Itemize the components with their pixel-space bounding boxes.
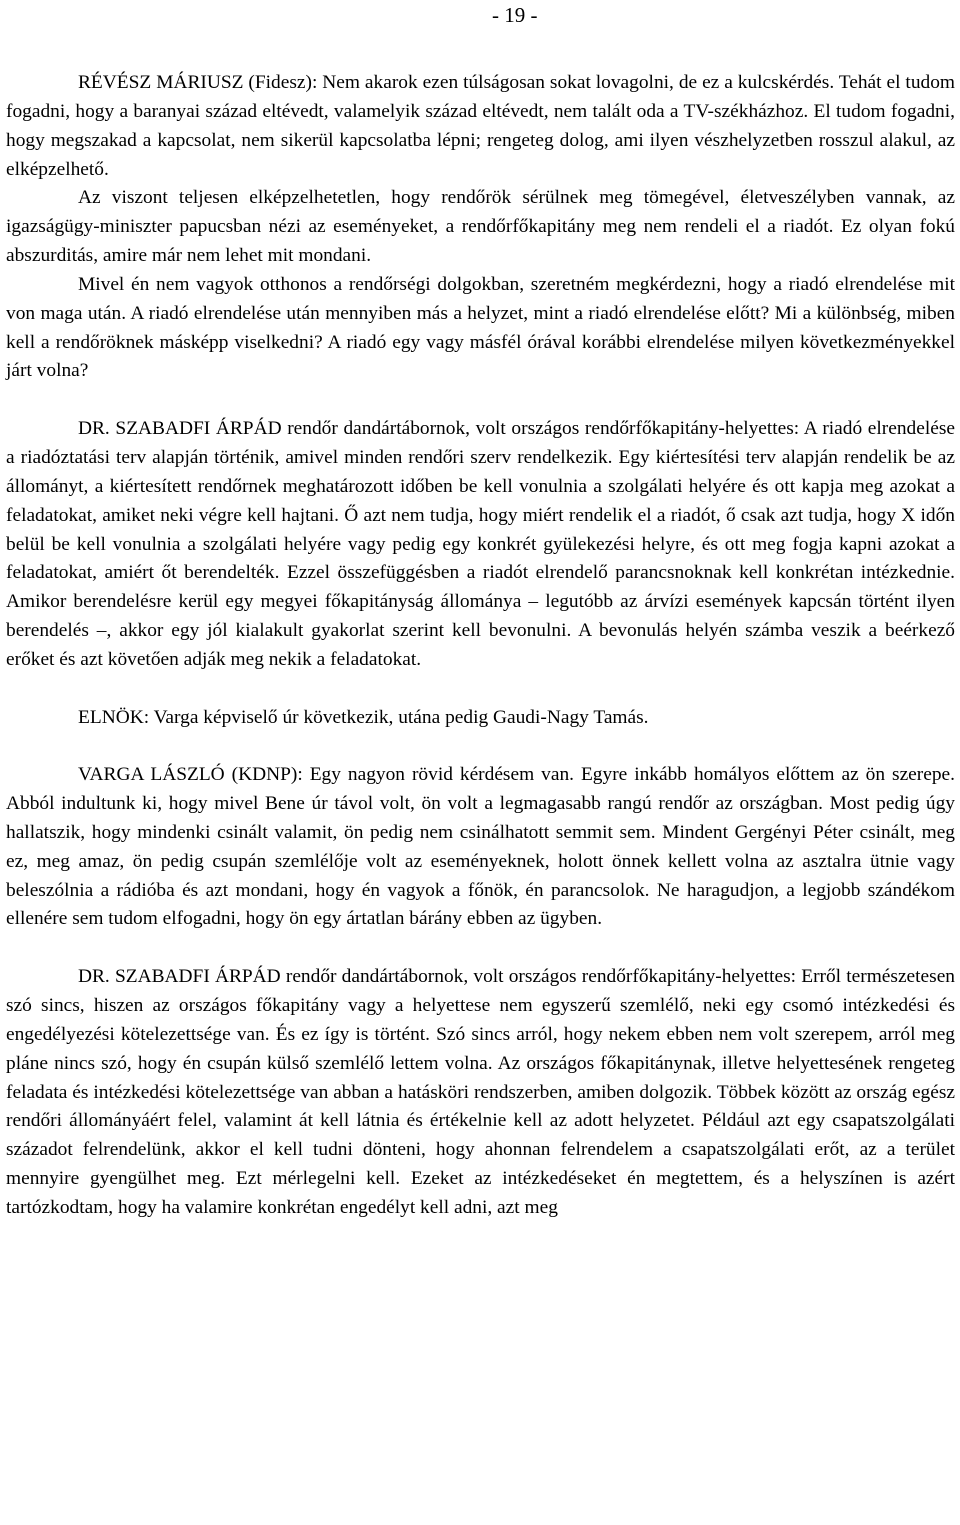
speech-paragraph-szabadfi-2: DR. SZABADFI ÁRPÁD rendőr dandártábornok, volt országos rendőrfőkapitány-helyettes: Erről természetesen szó sincs, hiszen az országos főkapitány vagy a helyettese nem egyszerű szemlélő, neki egy csomó intézkedési és engedélyezési kötelezettsége van. És ez így is történt. Szó sincs arról, hogy nekem ebben nem volt szerepem, arról meg pláne nincs szó, hogy én csupán külső szemlélő lettem volna. Az országos főkapitánynak, illetve helyettesének rengeteg feladata és intézkedési kötelezettsége van abban a hatásköri rendszerben, amiben dolgozik. Többek között az ország egész rendőri állományáért felel, valamint át kell látnia és értékelnie kell az adott helyzetet. Például azt egy csapatszolgálati századot felrendelünk, akkor el kell tudni dönteni, hogy ahonnan felrendelem a csapatszolgálati erőt, az a terület mennyire gyengülhet meg. Ezt mérlegelni kell. Ezeket az intézkedéseket én megtettem, és a helyszínen is azért tartózkodtam, hogy ha valamire konkrétan engedélyt kell adni, azt meg (6, 966, 955, 1218)
speech-paragraph-revesz-2: Az viszont teljesen elképzelhetetlen, hogy rendőrök sérülnek meg tömegével, életveszélyben vannak, az igazságügy-miniszter papucsban nézi az eseményeket, a rendőrfőkapitány meg nem rendeli el a riadót. Ez olyan fokú abszurditás, amire már nem lehet mit mondani. (6, 187, 955, 267)
speech-paragraph-revesz: RÉVÉSZ MÁRIUSZ (Fidesz): Nem akarok ezen túlságosan sokat lovagolni, de ez a kulcskérdés. Tehát el tudom fogadni, hogy a baranyai század eltévedt, valamelyik század eltévedt, nem talált oda a TV-székházhoz. El tudom fogadni, hogy megszakad a kapcsolat, nem sikerül kapcsolatba lépni; rengeteg dolog, ami ilyen vészhelyzetben rosszul alakul, az elképzelhető. (6, 72, 955, 180)
speech-paragraph-elnok: ELNÖK: Varga képviselő úr következik, utána pedig Gaudi-Nagy Tamás. (78, 706, 649, 728)
speech-paragraph-revesz-3: Mivel én nem vagyok otthonos a rendőrségi dolgokban, szeretném megkérdezni, hogy a riadó elrendelése mit von maga után. A riadó elrendelése után mennyiben más a helyzet, mint a riadó elrendelése előtt? Mi a különbség, miben kell a rendőröknek másképp viselkedni? A riadó egy vagy másfél órával korábbi elrendelése milyen következményekkel járt volna? (6, 273, 955, 382)
transcript-body (6, 69, 955, 1223)
speech-paragraph-varga: VARGA LÁSZLÓ (KDNP): Egy nagyon rövid kérdésem van. Egyre inkább homályos előttem az ön szerepe. Abból indultunk ki, hogy mivel Bene úr távol volt, ön volt a legmagasabb rangú rendőr az országban. Most pedig úgy hallatszik, hogy mindenki csinált valamit, ön pedig nem csinálhatott semmit sem. Mindent Gergényi Péter csinált, meg ez, meg amaz, ön pedig csupán szemlélője volt az eseményeknek, holott önnek kellett volna az asztalra ütnie vagy beleszólnia a rádióba és azt mondani, hogy én vagyok a főnök, én parancsolok. Ne haragudjon, a legjobb szándékom ellenére sem tudom elfogadni, hogy ön egy ártatlan bárány ebben az ügyben. (6, 764, 955, 930)
page-number: - 19 - (492, 3, 538, 27)
speech-paragraph-szabadfi: DR. SZABADFI ÁRPÁD rendőr dandártábornok, volt országos rendőrfőkapitány-helyettes: A riadó elrendelése a riadóztatási terv alapján történik, amivel minden rendőri szerv rendelkezik. Egy kiértesítési terv alapján rendelik be az állományt, a kiértesített rendőrnek meghatározott időben be kell vonulnia a szolgálati helyére és ott kapja meg azokat a feladatokat, amiket neki végre kell hajtani. Ő azt nem tudja, hogy miért rendelik el a riadót, ő csak azt tudja, hogy X időn belül be kell vonulnia a szolgálati helyére vagy pedig egy konkrét gyülekezési helyre, és ott meg fogja kapni azokat a feladatokat, amiért őt berendelték. Ezzel összefüggésben a riadót elrendelő parancsnoknak kell konkrétan intézkednie. Amikor berendelésre kerül egy megyei főkapitányság állománya – legutóbb az árvízi események kapcsán történt ilyen berendelés –, akkor egy jól kialakult gyakorlat szerint kell bevonulni. A bevonulás helyén számba veszik a beérkező erőket és azt követően adják meg nekik a feladatokat. (6, 418, 955, 670)
